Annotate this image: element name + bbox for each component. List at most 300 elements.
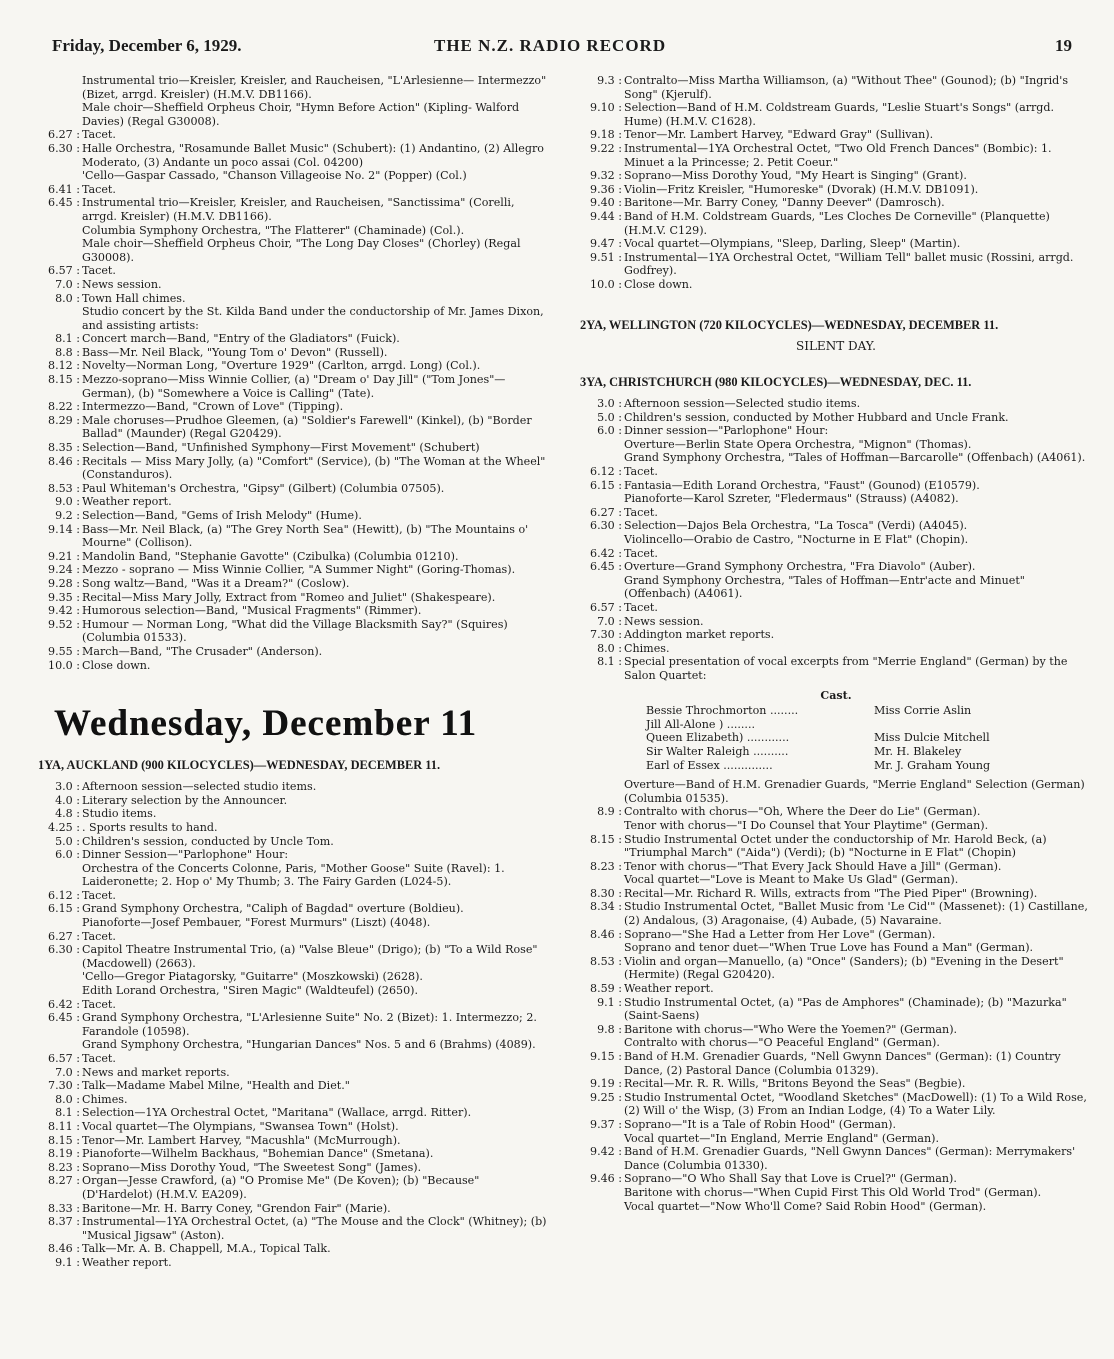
entry-time: 9.32 :: [590, 169, 622, 183]
programme-entry: [38, 1147, 550, 1161]
entry-time: 9.47 :: [590, 237, 622, 251]
entry-time: 8.11 :: [48, 1119, 80, 1133]
entry-time: 6.41 :: [48, 182, 80, 196]
entry-time: 9.22 :: [590, 141, 622, 155]
entry-text: Band of H.M. Grenadier Guards, "Nell Gwynn Dances" (German): Merrymakers' Dance (Columbia 01330).: [624, 1145, 1076, 1172]
programme-entry: [38, 400, 550, 414]
programme-entry: [38, 998, 550, 1012]
programme-entry: [580, 74, 1092, 101]
cast-role: Sir Walter Raleigh ..........: [646, 744, 789, 758]
entry-time: 5.0 :: [597, 410, 622, 424]
entry-time: 6.45 :: [48, 1011, 80, 1025]
programme-entry: [38, 835, 550, 849]
entry-time: 6.27 :: [590, 505, 622, 519]
entry-time: 8.23 :: [48, 1160, 80, 1174]
programme-entry: [580, 996, 1092, 1023]
programme-continuation: [580, 574, 1092, 601]
entry-text: Instrumental trio—Kreisler, Kreisler, and Raucheisen, "Sanctissima" (Corelli, arrgd. Kreisler) (H.M.V. DB1166).: [82, 196, 515, 223]
entry-text: Tacet.: [82, 997, 116, 1011]
entry-text: Soprano—"She Had a Letter from Her Love" (German).: [624, 927, 936, 941]
entry-time: 9.14 :: [48, 522, 80, 536]
cast-row: [580, 745, 1092, 759]
cast-role: Earl of Essex ..............: [646, 758, 773, 772]
entry-time: 9.0 :: [55, 495, 80, 509]
cast-actor: Miss Corrie Aslin: [874, 704, 972, 718]
entry-time: 6.27 :: [48, 929, 80, 943]
programme-entry: [580, 1118, 1092, 1132]
entry-time: 9.46 :: [590, 1172, 622, 1186]
entry-time: 9.35 :: [48, 590, 80, 604]
cast-title: Cast.: [820, 688, 852, 702]
entry-text: Humorous selection—Band, "Musical Fragments" (Rimmer).: [82, 604, 422, 618]
entry-time: 9.42 :: [590, 1145, 622, 1159]
entry-time: 9.19 :: [590, 1077, 622, 1091]
programme-entry: [38, 346, 550, 360]
entry-text: Studio Instrumental Octet, "Ballet Music from 'Le Cid'" (Massenet): (1) Castillane, (2) Andalous, (3) Aragonaise, (4) Aubade, (5) Navaraine.: [624, 900, 1088, 928]
entry-text: Dinner session—"Parlophone" Hour:: [624, 424, 829, 438]
programme-entry: [580, 860, 1092, 874]
programme-entry: [580, 982, 1092, 996]
entry-time: 7.0 :: [597, 614, 622, 628]
entry-text: Fantasia—Edith Lorand Orchestra, "Faust" (Gounod) (E10579).: [624, 478, 980, 492]
entry-time: 6.42 :: [48, 997, 80, 1011]
programme-entry: [580, 805, 1092, 819]
entry-time: 9.40 :: [590, 196, 622, 210]
entry-time: 4.8 :: [55, 807, 80, 821]
entry-time: 8.0 :: [55, 291, 80, 305]
entry-text: Instrumental—1YA Orchestral Octet, "William Tell" ballet music (Rossini, arrgd. Godfrey).: [624, 250, 1074, 278]
entry-time: 9.44 :: [590, 209, 622, 223]
programme-entry: [38, 292, 550, 306]
programme-entry: [580, 928, 1092, 942]
entry-text: Studio Instrumental Octet, "Woodland Sketches" (MacDowell): (1) To a Wild Rose, (2) Will o' the Wisp, (3) From an Indian Lodge, (4) To a Water Lily.: [624, 1090, 1087, 1118]
entry-text: Violin—Fritz Kreisler, "Humoreske" (Dvorak) (H.M.V. DB1091).: [624, 182, 979, 196]
programme-entry: [580, 183, 1092, 197]
entry-text: Male choir—Sheffield Orpheus Choir, "The Long Day Closes" (Chorley) (Regal G30008).: [82, 237, 521, 264]
entry-time: 7.0 :: [55, 277, 80, 291]
programme-entry: [580, 560, 1092, 574]
programme-continuation: [580, 438, 1092, 452]
programme-entry: [38, 128, 550, 142]
entry-text: Mezzo - soprano — Miss Winnie Collier, "A Summer Night" (Goring-Thomas).: [82, 563, 516, 577]
programme-entry: [38, 482, 550, 496]
entry-text: Tenor with chorus—"That Every Jack Should Have a Jill" (German).: [624, 859, 1002, 873]
entry-time: 9.18 :: [590, 128, 622, 142]
entry-text: Recital—Mr. R. R. Wills, "Britons Beyond the Seas" (Begbie).: [624, 1077, 966, 1091]
entry-text: Violin and organ—Manuello, (a) "Once" (Sanders); (b) "Evening in the Desert" (Hermite) (Regal G20420).: [624, 954, 1064, 982]
programme-entry: [38, 604, 550, 618]
entry-text: Chimes.: [624, 641, 670, 655]
programme-entry: [38, 1052, 550, 1066]
entry-time: 8.0 :: [55, 1092, 80, 1106]
entry-text: Intermezzo—Band, "Crown of Love" (Tipping).: [82, 400, 344, 414]
programme-list-3ya: [580, 397, 1092, 682]
entry-text: . Sports results to hand.: [82, 820, 218, 834]
entry-time: 8.15 :: [48, 373, 80, 387]
programme-entry: [38, 1134, 550, 1148]
programme-entry: [38, 441, 550, 455]
programme-entry: [38, 1202, 550, 1216]
programme-entry: [580, 479, 1092, 493]
entry-time: 6.15 :: [590, 478, 622, 492]
masthead: [52, 36, 1072, 58]
programme-entry: [580, 601, 1092, 615]
entry-text: Talk—Mr. A. B. Chappell, M.A., Topical Talk.: [82, 1242, 331, 1256]
entry-text: Song waltz—Band, "Was it a Dream?" (Coslow).: [82, 576, 350, 590]
programme-entry: [580, 1091, 1092, 1118]
entry-text: Mezzo-soprano—Miss Winnie Collier, (a) "Dream o' Day Jill" ("Tom Jones"—German), (b) "Somewhere a Voice is Calling" (Tate).: [82, 373, 506, 400]
programme-continuation: [38, 970, 550, 984]
entry-text: Selection—Band, "Unfinished Symphony—First Movement" (Schubert): [82, 441, 480, 455]
entry-text: Tacet.: [82, 888, 116, 902]
cast-row: [580, 704, 1092, 718]
entry-text: Tacet.: [624, 546, 658, 560]
programme-continuation: [38, 916, 550, 930]
programme-entry: [38, 1106, 550, 1120]
entry-text: Novelty—Norman Long, "Overture 1929" (Carlton, arrgd. Long) (Col.).: [82, 359, 481, 373]
programme-entry: [38, 889, 550, 903]
programme-entry: [38, 807, 550, 821]
page-number: 19: [1055, 36, 1072, 55]
programme-entry: [38, 550, 550, 564]
entry-time: 8.30 :: [590, 886, 622, 900]
programme-continuation: [38, 169, 550, 183]
entry-text: Vocal quartet—"In England, Merrie England" (German).: [624, 1131, 940, 1145]
entry-text: Children's session, conducted by Mother Hubbard and Uncle Frank.: [624, 410, 1009, 424]
entry-text: Tacet.: [82, 1052, 116, 1065]
entry-time: 7.0 :: [55, 1065, 80, 1079]
station-heading-3ya: 3YA, CHRISTCHURCH (980 KILOCYCLES)—WEDNESDAY, DEC. 11.: [580, 375, 972, 390]
entry-time: 9.1 :: [55, 1255, 80, 1269]
entry-text: Grand Symphony Orchestra, "Tales of Hoffman—Barcarolle" (Offenbach) (A4061).: [624, 451, 1086, 465]
entry-text: Studio concert by the St. Kilda Band under the conductorship of Mr. James Dixon, and assisting artists:: [82, 305, 544, 332]
programme-entry: [580, 506, 1092, 520]
entry-text: Organ—Jesse Crawford, (a) "O Promise Me" (De Koven); (b) "Because" (D'Hardelot) (H.M.V. EA209).: [82, 1174, 480, 1201]
entry-time: 8.9 :: [597, 805, 622, 819]
programme-entry: [38, 577, 550, 591]
entry-text: Chimes.: [82, 1092, 128, 1106]
entry-time: 5.0 :: [55, 834, 80, 848]
entry-time: 6.30 :: [590, 519, 622, 533]
entry-text: Tacet.: [82, 264, 116, 278]
programme-entry: [38, 278, 550, 292]
entry-text: Concert march—Band, "Entry of the Gladiators" (Fuick).: [82, 332, 400, 346]
programme-continuation: [38, 74, 550, 101]
entry-text: Close down.: [624, 277, 693, 291]
entry-time: 9.36 :: [590, 182, 622, 196]
programme-entry: [38, 1242, 550, 1256]
entry-text: Vocal quartet—"Love is Meant to Make Us Glad" (German).: [624, 873, 959, 887]
entry-time: 6.12 :: [590, 465, 622, 479]
programme-list-3ya-continued: [580, 778, 1092, 1213]
programme-entry: [38, 902, 550, 916]
silent-day-notice: SILENT DAY.: [796, 338, 876, 353]
programme-entry: [580, 196, 1092, 210]
entry-text: Vocal quartet—Olympians, "Sleep, Darling, Sleep" (Martin).: [624, 237, 961, 251]
entry-text: Soprano—"O Who Shall Say that Love is Cruel?" (German).: [624, 1172, 957, 1186]
programme-continuation: [38, 984, 550, 998]
entry-text: Bass—Mr. Neil Black, "Young Tom o' Devon" (Russell).: [82, 345, 388, 359]
programme-continuation: [38, 305, 550, 332]
entry-text: Band of H.M. Grenadier Guards, "Nell Gwynn Dances" (German): (1) Country Dance, (2) Pastoral Dance (Columbia 01329).: [624, 1050, 1061, 1077]
programme-entry: [38, 264, 550, 278]
programme-continuation: [580, 1132, 1092, 1146]
entry-time: 10.0 :: [590, 277, 622, 291]
cast-row: [580, 731, 1092, 745]
entry-text: Tacet.: [624, 601, 658, 614]
cast-role: Queen Elizabeth) ............: [646, 731, 790, 745]
entry-time: 9.55 :: [48, 644, 80, 658]
programme-entry: [38, 1093, 550, 1107]
entry-text: Weather report.: [624, 982, 714, 996]
programme-continuation: [580, 819, 1092, 833]
entry-text: Instrumental trio—Kreisler, Kreisler, and Raucheisen, "L'Arlesienne— Intermezzo" (Bizet, arrgd. Kreisler) (H.M.V. DB1166).: [82, 74, 547, 101]
entry-text: Vocal quartet—The Olympians, "Swansea Town" (Holst).: [82, 1119, 399, 1133]
entry-time: 8.22 :: [48, 400, 80, 414]
entry-time: 8.8 :: [55, 345, 80, 359]
entry-time: 8.27 :: [48, 1174, 80, 1188]
programme-entry: [580, 101, 1092, 128]
entry-text: Studio Instrumental Octet under the conductorship of Mr. Harold Beck, (a) "Triumphal March" ("Aida") (Verdi); (b) "Nocturne in E Flat" (Chopin): [624, 832, 1047, 860]
entry-text: Instrumental—1YA Orchestral Octet, "Two Old French Dances" (Bombic): 1. Minuet a la Princesse; 2. Petit Coeur.": [624, 141, 1052, 169]
programme-entry: [38, 1011, 550, 1038]
entry-time: 6.0 :: [55, 848, 80, 862]
programme-entry: [580, 278, 1092, 292]
entry-text: Halle Orchestra, "Rosamunde Ballet Music" (Schubert): (1) Andantino, (2) Allegro Moderato, (3) Andante un poco assai (Col. 04200): [82, 141, 544, 169]
entry-time: 4.25 :: [48, 820, 80, 834]
entry-time: 8.19 :: [48, 1147, 80, 1161]
programme-entry: [580, 424, 1092, 438]
entry-time: 9.3 :: [597, 74, 622, 87]
programme-list-previous-day: [38, 74, 550, 672]
entry-time: 7.30 :: [590, 628, 622, 642]
entry-time: 8.1 :: [55, 332, 80, 346]
programme-entry: [580, 628, 1092, 642]
entry-text: Soprano—"It is a Tale of Robin Hood" (German).: [624, 1117, 897, 1131]
programme-entry: [38, 414, 550, 441]
programme-entry: [580, 397, 1092, 411]
cast-role: Jill All-Alone ) ........: [646, 717, 756, 731]
entry-text: Afternoon session—Selected studio items.: [624, 397, 861, 411]
entry-text: Recitals — Miss Mary Jolly, (a) "Comfort" (Service), (b) "The Woman at the Wheel" (Constanduros).: [82, 454, 546, 482]
entry-text: Violincello—Orabio de Castro, "Nocturne in E Flat" (Chopin).: [624, 533, 969, 547]
entry-text: Overture—Berlin State Opera Orchestra, "Mignon" (Thomas).: [624, 437, 972, 451]
entry-text: 'Cello—Gregor Piatagorsky, "Guitarre" (Moszkowski) (2628).: [82, 970, 423, 984]
entry-time: 10.0 :: [48, 658, 80, 672]
programme-entry: [580, 1077, 1092, 1091]
programme-entry: [38, 455, 550, 482]
entry-time: 8.53 :: [48, 481, 80, 495]
entry-time: 8.15 :: [48, 1133, 80, 1147]
programme-entry: [580, 887, 1092, 901]
programme-entry: [580, 251, 1092, 278]
entry-text: Children's session, conducted by Uncle Tom.: [82, 834, 334, 848]
entry-time: 8.29 :: [48, 413, 80, 427]
left-column: [38, 74, 550, 1270]
entry-time: 8.35 :: [48, 441, 80, 455]
entry-time: 9.24 :: [48, 563, 80, 577]
entry-text: Bass—Mr. Neil Black, (a) "The Grey North Sea" (Hewitt), (b) "The Mountains o' Mourne" (Collison).: [82, 522, 529, 550]
issue-date: Friday, December 6, 1929.: [52, 36, 242, 55]
programme-entry: [38, 1215, 550, 1242]
entry-time: 9.25 :: [590, 1090, 622, 1104]
programme-entry: [38, 794, 550, 808]
programme-continuation: [38, 237, 550, 264]
entry-text: Male choir—Sheffield Orpheus Choir, "Hymn Before Action" (Kipling- Walford Davies) (Regal G30008).: [82, 101, 520, 128]
programme-entry: [580, 411, 1092, 425]
entry-text: Addington market reports.: [624, 628, 775, 642]
entry-time: 8.34 :: [590, 900, 622, 914]
cast-list: [580, 704, 1092, 772]
entry-text: Baritone—Mr. H. Barry Coney, "Grendon Fair" (Marie).: [82, 1201, 391, 1215]
entry-text: Tacet.: [82, 128, 116, 142]
entry-time: 8.23 :: [590, 859, 622, 873]
entry-text: Recital—Mr. Richard R. Wills, extracts from "The Pied Piper" (Browning).: [624, 886, 1038, 900]
programme-entry: [38, 1256, 550, 1270]
programme-entry: [38, 359, 550, 373]
entry-text: Male choruses—Prudhoe Gleemen, (a) "Soldier's Farewell" (Kinkel), (b) "Border Ballad" (Maunder) (Regal G20429).: [82, 413, 532, 441]
programme-entry: [580, 833, 1092, 860]
programme-continuation: [38, 1038, 550, 1052]
entry-text: Selection—Band, "Gems of Irish Melody" (Hume).: [82, 509, 362, 522]
entry-time: 7.30 :: [48, 1079, 80, 1093]
programme-entry: [38, 780, 550, 794]
entry-time: 6.57 :: [48, 264, 80, 278]
entry-text: Columbia Symphony Orchestra, "The Flatterer" (Chaminade) (Col.).: [82, 223, 465, 237]
entry-text: News session.: [624, 614, 704, 628]
entry-text: Overture—Grand Symphony Orchestra, "Fra Diavolo" (Auber).: [624, 560, 976, 574]
entry-text: Capitol Theatre Instrumental Trio, (a) "Valse Bleue" (Drigo); (b) "To a Wild Rose" (Macdowell) (2663).: [82, 943, 538, 970]
programme-list-1ya: [38, 780, 550, 1269]
cast-actor: Miss Dulcie Mitchell: [874, 731, 990, 745]
entry-text: Mandolin Band, "Stephanie Gavotte" (Czibulka) (Columbia 01210).: [82, 549, 459, 563]
entry-time: 6.45 :: [48, 196, 80, 210]
entry-text: Soprano—Miss Dorothy Youd, "My Heart is Singing" (Grant).: [624, 169, 967, 183]
programme-entry: [580, 1145, 1092, 1172]
entry-text: Baritone with chorus—"Who Were the Yoemen?" (German).: [624, 1022, 958, 1036]
entry-text: Soprano—Miss Dorothy Youd, "The Sweetest Song" (James).: [82, 1160, 422, 1174]
programme-entry: [38, 1161, 550, 1175]
programme-entry: [580, 900, 1092, 927]
entry-text: News and market reports.: [82, 1065, 230, 1079]
programme-entry: [38, 509, 550, 523]
entry-time: 9.15 :: [590, 1050, 622, 1063]
programme-entry: [580, 210, 1092, 237]
cast-actor: Mr. H. Blakeley: [874, 744, 962, 758]
programme-continuation: [38, 224, 550, 238]
entry-text: Tenor—Mr. Lambert Harvey, "Macushla" (McMurrough).: [82, 1133, 401, 1147]
programme-entry: [580, 169, 1092, 183]
entry-text: Studio items.: [82, 807, 157, 821]
entry-text: Overture—Band of H.M. Grenadier Guards, "Merrie England" Selection (German) (Columbia 01535).: [624, 778, 1085, 805]
programme-entry: [580, 465, 1092, 479]
entry-text: Special presentation of vocal excerpts from "Merrie England" (German) by the Salon Quartet:: [624, 655, 1068, 682]
entry-text: Pianoforte—Karol Szreter, "Fledermaus" (Strauss) (A4082).: [624, 492, 959, 506]
entry-time: 8.15 :: [590, 832, 622, 846]
programme-continuation: [580, 873, 1092, 887]
entry-time: 6.57 :: [48, 1052, 80, 1065]
station-heading-1ya: 1YA, AUCKLAND (900 KILOCYCLES)—WEDNESDAY, DECEMBER 11.: [38, 758, 441, 773]
entry-text: Grand Symphony Orchestra, "Tales of Hoffman—Entr'acte and Minuet" (Offenbach) (A4061).: [624, 573, 1025, 601]
entry-time: 8.33 :: [48, 1201, 80, 1215]
entry-text: Talk—Madame Mabel Milne, "Health and Diet.": [82, 1079, 350, 1093]
programme-entry: [38, 523, 550, 550]
entry-text: Recital—Miss Mary Jolly, Extract from "Romeo and Juliet" (Shakespeare).: [82, 590, 496, 604]
programme-entry: [580, 142, 1092, 169]
entry-time: 9.10 :: [590, 101, 622, 115]
entry-time: 9.2 :: [55, 509, 80, 522]
programme-continuation: [580, 778, 1092, 805]
entry-time: 8.12 :: [48, 359, 80, 373]
programme-entry: [38, 495, 550, 509]
programme-entry: [580, 655, 1092, 682]
entry-time: 9.8 :: [597, 1022, 622, 1036]
entry-text: Vocal quartet—"Now Who'll Come? Said Robin Hood" (German).: [624, 1199, 987, 1213]
entry-time: 9.37 :: [590, 1117, 622, 1131]
entry-time: 6.12 :: [48, 888, 80, 902]
programme-entry: [38, 1066, 550, 1080]
entry-time: 6.30 :: [48, 943, 80, 957]
cast-role: Bessie Throchmorton ........: [646, 704, 799, 718]
entry-time: 3.0 :: [597, 397, 622, 411]
programme-continuation: [580, 1036, 1092, 1050]
entry-text: Selection—Band of H.M. Coldstream Guards, "Leslie Stuart's Songs" (arrgd. Hume) (H.M.V. C1628).: [624, 101, 1055, 128]
entry-time: 9.1 :: [597, 995, 622, 1009]
entry-time: 9.42 :: [48, 604, 80, 618]
programme-entry: [38, 563, 550, 577]
entry-text: Weather report.: [82, 495, 172, 509]
programme-entry: [38, 1174, 550, 1201]
right-column: [580, 74, 1092, 1213]
programme-continuation: [580, 1186, 1092, 1200]
entry-text: Instrumental—1YA Orchestral Octet, (a) "The Mouse and the Clock" (Whitney); (b) "Musical Jigsaw" (Aston).: [82, 1215, 547, 1242]
entry-text: Weather report.: [82, 1255, 172, 1269]
entry-time: 8.46 :: [48, 454, 80, 468]
entry-time: 8.1 :: [55, 1106, 80, 1120]
publication-title: THE N.Z. RADIO RECORD: [434, 36, 667, 55]
programme-entry: [580, 1023, 1092, 1037]
programme-entry: [580, 519, 1092, 533]
entry-text: Humour — Norman Long, "What did the Village Blacksmith Say?" (Squires) (Columbia 01533).: [82, 617, 508, 645]
programme-entry: [38, 1120, 550, 1134]
entry-text: Paul Whiteman's Orchestra, "Gipsy" (Gilbert) (Columbia 07505).: [82, 481, 445, 495]
programme-entry: [38, 618, 550, 645]
entry-time: 9.21 :: [48, 549, 80, 563]
entry-text: Contralto—Miss Martha Williamson, (a) "Without Thee" (Gounod); (b) "Ingrid's Song" (Kjerulf).: [624, 74, 1069, 101]
programme-list-1ya-continued: [580, 74, 1092, 292]
entry-time: 6.0 :: [597, 424, 622, 438]
entry-time: 6.15 :: [48, 902, 80, 916]
entry-text: Selection—Dajos Bela Orchestra, "La Tosca" (Verdi) (A4045).: [624, 519, 968, 533]
programme-entry: [38, 943, 550, 970]
programme-continuation: [38, 862, 550, 889]
entry-text: Close down.: [82, 658, 151, 672]
entry-time: 8.1 :: [597, 655, 622, 669]
entry-text: Grand Symphony Orchestra, "Caliph of Bagdad" overture (Boldieu).: [82, 902, 464, 916]
entry-text: Tacet.: [82, 929, 116, 943]
entry-text: Grand Symphony Orchestra, "L'Arlesienne Suite" No. 2 (Bizet): 1. Intermezzo; 2. Farandole (10598).: [82, 1011, 537, 1038]
station-heading-2ya: 2YA, WELLINGTON (720 KILOCYCLES)—WEDNESDAY, DECEMBER 11.: [580, 317, 999, 332]
programme-entry: [38, 848, 550, 862]
programme-entry: [38, 930, 550, 944]
entry-text: Pianoforte—Wilhelm Backhaus, "Bohemian Dance" (Smetana).: [82, 1147, 434, 1161]
programme-continuation: [580, 451, 1092, 465]
programme-entry: [38, 1079, 550, 1093]
programme-entry: [580, 1050, 1092, 1077]
programme-entry: [38, 142, 550, 169]
entry-text: Town Hall chimes.: [82, 291, 186, 305]
entry-text: Dinner Session—"Parlophone" Hour:: [82, 848, 289, 862]
